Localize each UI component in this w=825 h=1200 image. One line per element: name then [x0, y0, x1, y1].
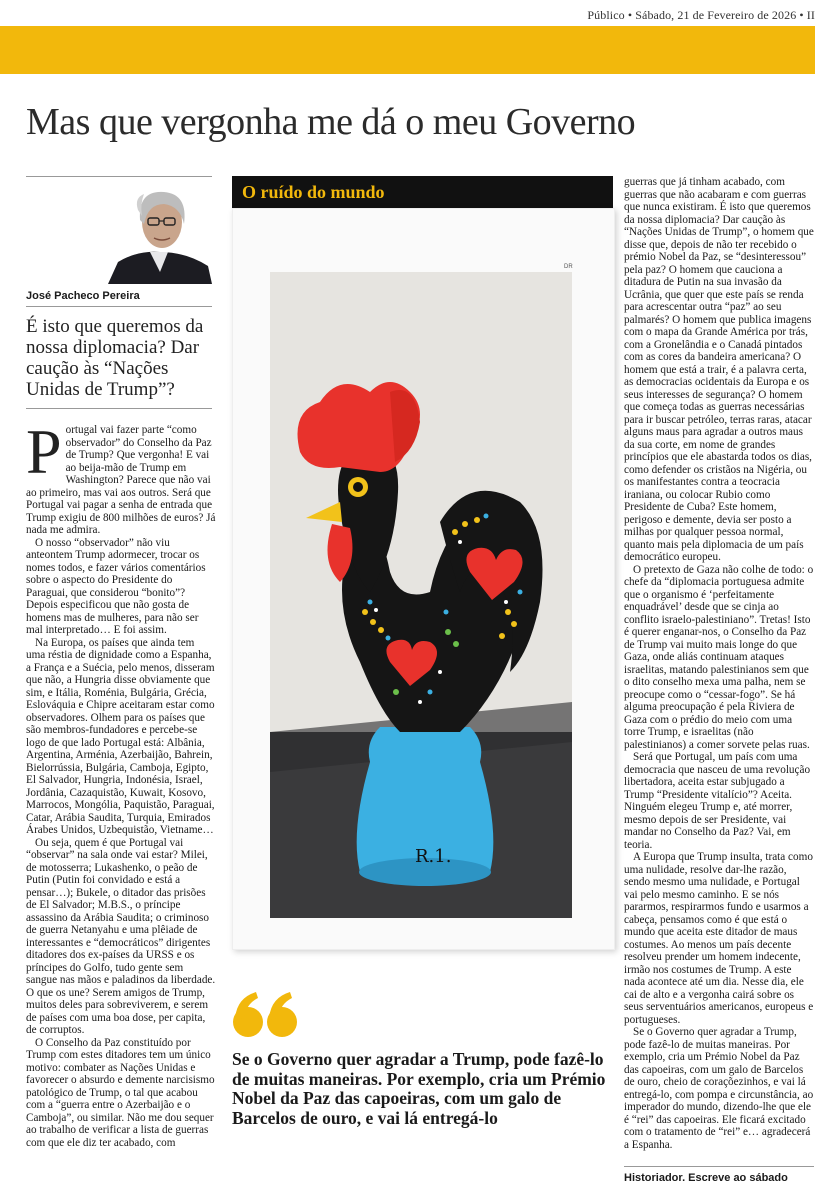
paragraph: O nosso “observador” não viu anteontem Trump adormecer, trocar os nomes todos, e fazer vários comentários sobre o aspecto do Presidente do Paraguai, que considerou “bonito”? Depois especificou que não gosta de homens mas de mulheres, para não ser mal interpretado… E foi assim. [26, 536, 206, 636]
quote-mark-icon [232, 990, 302, 1040]
newspaper-meta: Público • Sábado, 21 de Fevereiro de 2026 • II [587, 8, 815, 22]
paragraph: Será que Portugal, um país com uma democracia que nasceu de uma revolução libertadora, aceita estar subjugado a Trump “Presidente vitalício”? Aceita. Ninguém elegeu Trump e, até morrer, mesmo depois de ser Presidente, vai mandar no Conselho da Paz? Vai, em teoria. [624, 751, 811, 851]
paragraph: A Europa que Trump insulta, trata como uma nulidade, resolve dar-lhe razão, sendo mesmo uma nulidade, e Portugal vai pelo mesmo caminho. E se nós pararmos, respirarmos fundo e usarmos a cabeça, pensamos como é que está o mundo que aceita este ditador de maus costumes. Ao menos um país decente resolveu prender um homem indecente, irmão nos costumes de Trump. A este nada acontece até um dia. Nesse dia, ele cai de alto e a vergonha cairá sobre os seus serventuários americanos, europeus e portugueses. [624, 851, 814, 1026]
pull-quote: Se o Governo quer agradar a Trump, pode fazê-lo de muitas maneiras. Por exemplo, cria um Prémio Nobel da Paz das capoeiras, com um galo de Barcelos de ouro, e vai lá entregá-lo [232, 1049, 606, 1128]
paragraph: ortugal vai fazer parte “como observador” do Conselho da Paz de Trump? Que vergonha! E vai ao beija-mão de Trump em Washington? Parece que não vai ao primeiro, mas vai aos outros. Será que Portugal vai pagar a senha de entrada que Trump exigiu de 800 milhões de euros? Já nada me admira. [26, 424, 216, 536]
paragraph: guerras que já tinham acabado, com guerras que não acabaram e com guerras que nunca existiram. É isto que queremos da nossa diplomacia? Dar caução às “Nações Unidas de Trump”, o homem que disse que, depois de não ter recebido o prémio Nobel da Paz, se “desinteressou” pela paz? O homem que cauciona a ditadura de Putin na sua invasão da Ucrânia, que quer que este país se renda para acrescentar outra “paz” ao seu palmarés? O homem que publica imagens com o mapa da Grande América por trás, com a Gronelândia e o Canadá pintados com as cores da bandeira americana? O homem que está a trair, é a palavra certa, as democracias ocidentais da Europa e os seus interesses de segurança? O homem que começa todas as guerras necessárias para ir buscar petróleo, terras raras, atacar alguns maus para agradar a outros maus da sua corte, em nome de grandes princípios que ele abastarda todos os dias, como defender os cristãos na Nigéria, ou os manifestantes contra a teocracia iraniana, ou colocar Rubio como Presidente de Cuba? Este homem, perigoso e demente, devia ser posto a milhas por qualquer pessoa normal, quanto mais pela diplomacia de um país democrático europeu. [624, 176, 814, 563]
article-subhead: É isto que queremos da nossa diplomacia? Dar caução às “Nações Unidas de Trump”? [26, 316, 204, 400]
paragraph: Ou seja, quem é que Portugal vai “observar” na sala onde vai estar? Milei, de motosserra; Lukashenko, o peão de Putin (Putin foi convidado e está a pensar…); Bukele, o ditador das prisões de El Salvador; M.B.S., o príncipe assassino da Arábia Saudita; o criminoso de guerra Netanyahu e uma plêiade de interessantes e “democráticos” dirigentes ditadores dos ex-países da URSS e os príncipes do Golfo, tudo gente sem sangue nas mãos e paladinos da liberdade. O que os une? Serem amigos de Trump, muitos deles para sobreviverem, e serem de países com uma boa dose, per capita, de corruptos. [26, 836, 216, 1036]
barcelos-rooster-photo [270, 272, 572, 918]
author-bio: Historiador. Escreve ao sábado [624, 1172, 788, 1184]
author-name: José Pacheco Pereira [26, 290, 140, 302]
page-header [0, 0, 825, 26]
section-banner [232, 176, 613, 208]
section-title: O ruído do mundo [242, 182, 385, 202]
photo-credit: DR [564, 264, 573, 270]
svg-text:R.1.: R.1. [415, 846, 452, 867]
paragraph: Na Europa, os países que ainda tem uma réstia de dignidade como a Espanha, a França e a Suécia, pelo menos, disseram que não, a Hungria disse obviamente que sim, e Itália, Roménia, Bulgária, Grécia, Eslováquia e Chipre aceitaram estar como observadores. Olhem para os países que são membros-fundadores e percebe-se logo de que lado Portugal está: Albânia, Argentina, Arménia, Azerbaijão, Bahrein, Bielorrússia, Bulgária, Camboja, Egipto, El Salvador, Hungria, Indonésia, Israel, Jordânia, Cazaquistão, Kuwait, Kosovo, Marrocos, Mongólia, Paquistão, Paraguai, Catar, Arábia Saudita, Turquia, Emirados Árabes Unidos, Uzbequistão, Vietname… [26, 636, 215, 836]
article-column-right [624, 176, 814, 1166]
paragraph: O pretexto de Gaza não colhe de todo: o chefe da “diplomacia portuguesa admite que o organismo é ‘perfeitamente enquadrável’ desde que se cinja ao conflito israelo-palestiniano”. Tretas! Isto é querer enganar-nos, o Conselho da Paz de Trump vai muito mais longe do que Gaza, onde aliás continuam ataques israelitas, matando palestinianos sem que o dito conselho mexa uma palha, nem se preocupe como o “cessar-fogo”. Se há alguma preocupação é pela Riviera de Gaza com o prédio do meio com uma torre Trump, e israelitas (não palestinianos) a comer sorvete pelas ruas. [624, 563, 814, 751]
divider [26, 306, 212, 307]
divider [26, 176, 212, 177]
divider [624, 1166, 814, 1167]
article-column-left [26, 424, 216, 1184]
divider [26, 408, 212, 409]
gold-banner [0, 26, 815, 74]
paragraph: Se o Governo quer agradar a Trump, pode fazê-lo de muitas maneiras. Por exemplo, cria um Prémio Nobel da Paz das capoeiras, com um galo de Barcelos de ouro, cheio de coraçõezinhos, e vai lá entregá-lo, com pompa e circunstância, ao imperador do mundo, dizendo-lhe que ele é “rei” das capoeiras. Ele ficará excitado com o tratamento de “rei” e… agradecerá a Espanha. [624, 1026, 814, 1151]
paragraph: O Conselho da Paz constituído por Trump com estes ditadores tem um único motivo: combater as Nações Unidas e favorecer o absurdo e demente narcisismo patológico de Trump, o tal que acabou com a “guerra entre o Azerbaijão e o Camboja”, ou similar. Não me dou sequer ao trabalho de verificar a lista de guerras com que ele diz ter acabado, com [26, 1036, 215, 1149]
author-portrait [108, 180, 212, 284]
drop-cap: P [26, 424, 62, 487]
article-headline: Mas que vergonha me dá o meu Governo [26, 101, 636, 143]
